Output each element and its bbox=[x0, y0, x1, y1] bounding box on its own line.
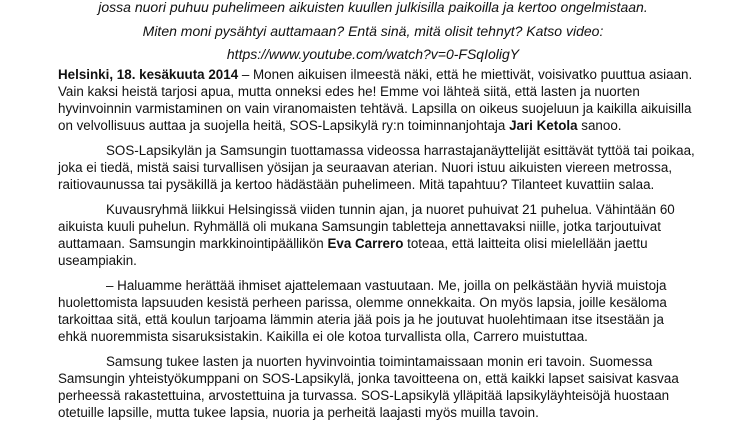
intro-line-1: jossa nuori puhuu puhelimeen aikuisten kuullen julkisilla paikoilla ja kertoo ongelmistaan. bbox=[98, 0, 648, 15]
paragraph-3: Kuvausryhmä liikkui Helsingissä viiden tunnin ajan, ja nuoret puhuivat 21 puhelua. Vähintään 60 aikuista kuuli puhelun. Ryhmällä oli mukana Samsungin tabletteja annettavaksi niille, jotka tarjoutuivat auttamaan. Samsungin markkinointipäällikön Eva Carrero toteaa, että laitteita olisi mielellään jaettu useampiakin. bbox=[58, 201, 675, 269]
paragraph-1: Helsinki, 18. kesäkuuta 2014 – Monen aikuisen ilmeestä näki, että he miettivät, voisivatko puuttua asiaan. Vain kaksi heistä tarjosi apua, mutta onneksi edes he! Emme voi lähteä siitä, että lasten ja nuorten hyvinvoinnin varmistaminen on vain viranomaisten tehtävä. Lapsilla on oikeus suojeluun ja kaikilla aikuisilla on velvollisuus auttaa ja suojella heitä, SOS-Lapsikylä ry:n toiminnanjohtaja Jari Ketola sanoo. bbox=[58, 67, 693, 134]
person-name: Eva Carrero bbox=[327, 236, 404, 252]
paragraph-4: – Haluamme herättää ihmiset ajattelemaan vastuutaan. Me, joilla on pelkästään hyviä muistoja huolettomista lapsuuden kesistä perheen parissa, olemme onnekkaita. On myös lapsia, joille kesäloma tarkoittaa sitä, että koulun tarjoama lämmin ateria jää pois ja he joutuvat huolehtimaan itse itsestään ja ehkä nuoremmista sisaruksistakin. Kaikilla ei ole kotoa turvallista olla, Carrero muistuttaa. bbox=[58, 277, 667, 345]
person-name: Jari Ketola bbox=[509, 118, 578, 134]
intro-line-2: Miten moni pysähtyi auttamaan? Entä sinä, mitä olisit tehnyt? Katso video: bbox=[142, 22, 604, 39]
dateline: Helsinki, 18. kesäkuuta 2014 bbox=[58, 67, 239, 82]
intro-block bbox=[0, 0, 746, 67]
paragraph-2: SOS-Lapsikylän ja Samsungin tuottamassa videossa harrastajanäyttelijät esittävät tyttöä tai poikaa, joka ei tiedä, mistä saisi turvallisen yösijan ja seuraavan aterian. Nuori istuu aikuisten viereen metrossa, raitiovaunussa tai pysäkillä ja kertoo hädästään puhelimeen. Mitä tapahtuu? Tilanteet kuvattiin salaa. bbox=[58, 142, 695, 193]
body-text bbox=[58, 66, 698, 429]
paragraph-5: Samsung tukee lasten ja nuorten hyvinvointia toimintamaissaan monin eri tavoin. Suomessa Samsungin yhteistyökumppani on SOS-Lapsikylä, jonka tavoitteena on, että kaikki lapset saisivat kasvaa perheessä rakastettuina, arvostettuina ja turvassa. SOS-Lapsikylä ylläpitää lapsikyläyhteisöjä huostaan otetuille lapsille, mutta tukee lapsia, nuoria ja perheitä laajasti myös muilla tavoin. bbox=[58, 353, 679, 421]
video-link[interactable]: https://www.youtube.com/watch?v=0-FSqIoligY bbox=[226, 46, 520, 62]
